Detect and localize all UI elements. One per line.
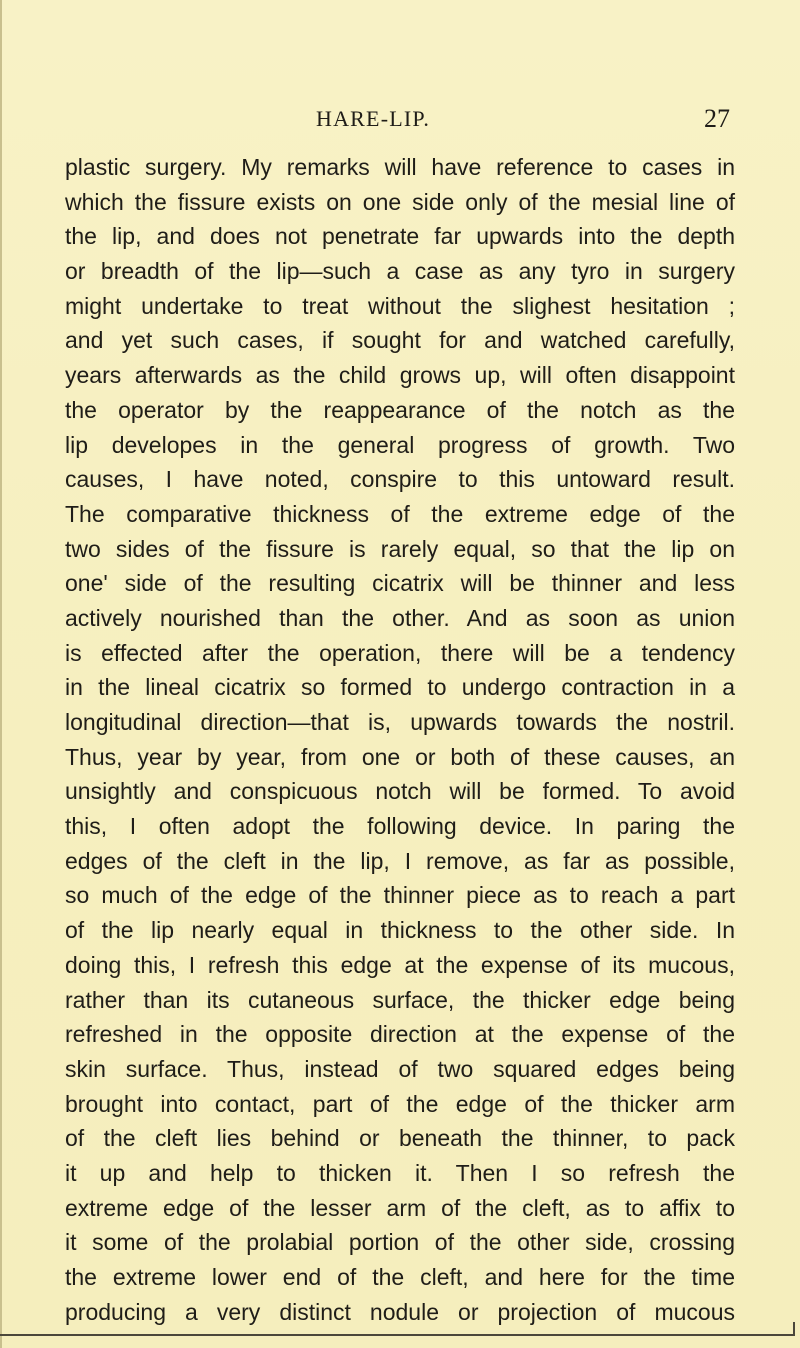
text-line: or breadth of the lip—such a case as any tyro in surgery	[65, 258, 735, 285]
text-line: doing this, I refresh this edge at the expense of its mucous,	[65, 951, 735, 978]
text-line: unsightly and conspicuous notch will be formed. To avoid	[65, 778, 735, 805]
text-line: extreme edge of the lesser arm of the cleft, as to affix to	[65, 1194, 735, 1221]
body-text	[65, 150, 735, 1329]
running-title: HARE-LIP.	[316, 106, 431, 131]
text-line: brought into contact, part of the edge of the thicker arm	[65, 1090, 735, 1117]
text-line: actively nourished than the other. And as soon as union	[65, 604, 735, 631]
page-left-edge	[0, 0, 2, 1348]
text-line: which the fissure exists on one side only of the mesial line of	[65, 188, 735, 215]
page-number: 27	[704, 104, 730, 133]
text-line: so much of the edge of the thinner piece as to reach a part	[65, 882, 735, 909]
text-line: of the lip nearly equal in thickness to the other side. In	[65, 917, 735, 944]
text-line: refreshed in the opposite direction at the expense of the	[65, 1021, 735, 1048]
text-line: skin surface. Thus, instead of two squared edges being	[65, 1055, 735, 1082]
text-line: producing a very distinct nodule or projection of mucous	[65, 1298, 735, 1325]
text-line: in the lineal cicatrix so formed to undergo contraction in a	[65, 674, 735, 701]
page-header	[0, 104, 800, 144]
text-line: it some of the prolabial portion of the other side, crossing	[65, 1229, 735, 1256]
text-line: longitudinal direction—that is, upwards towards the nostril.	[65, 709, 735, 735]
text-line: rather than its cutaneous surface, the thicker edge being	[65, 986, 735, 1013]
text-line: the lip, and does not penetrate far upwards into the depth	[65, 223, 735, 250]
text-line: edges of the cleft in the lip, I remove, as far as possible,	[65, 847, 735, 874]
text-line: the extreme lower end of the cleft, and here for the time	[65, 1264, 735, 1290]
text-line: it up and help to thicken it. Then I so refresh the	[65, 1159, 735, 1186]
text-line: years afterwards as the child grows up, will often disappoint	[65, 362, 735, 389]
text-line: lip developes in the general progress of growth. Two	[65, 431, 735, 458]
bottom-rule-corner	[793, 1322, 795, 1336]
text-line: plastic surgery. My remarks will have reference to cases in	[65, 154, 735, 180]
text-line: The comparative thickness of the extreme edge of the	[65, 500, 735, 527]
text-line: one' side of the resulting cicatrix will be thinner and less	[65, 570, 735, 597]
text-line: two sides of the fissure is rarely equal, so that the lip on	[65, 535, 735, 562]
text-line: causes, I have noted, conspire to this untoward result.	[65, 466, 735, 493]
text-line: of the cleft lies behind or beneath the thinner, to pack	[65, 1125, 735, 1152]
text-line: and yet such cases, if sought for and watched carefully,	[65, 327, 735, 354]
bottom-rule	[0, 1334, 795, 1336]
text-line: the operator by the reappearance of the notch as the	[65, 396, 735, 423]
text-line: might undertake to treat without the slighest hesitation ;	[65, 292, 735, 319]
text-line: this, I often adopt the following device. In paring the	[65, 813, 735, 840]
text-line: is effected after the operation, there will be a tendency	[65, 639, 735, 666]
text-line: Thus, year by year, from one or both of these causes, an	[65, 743, 735, 770]
